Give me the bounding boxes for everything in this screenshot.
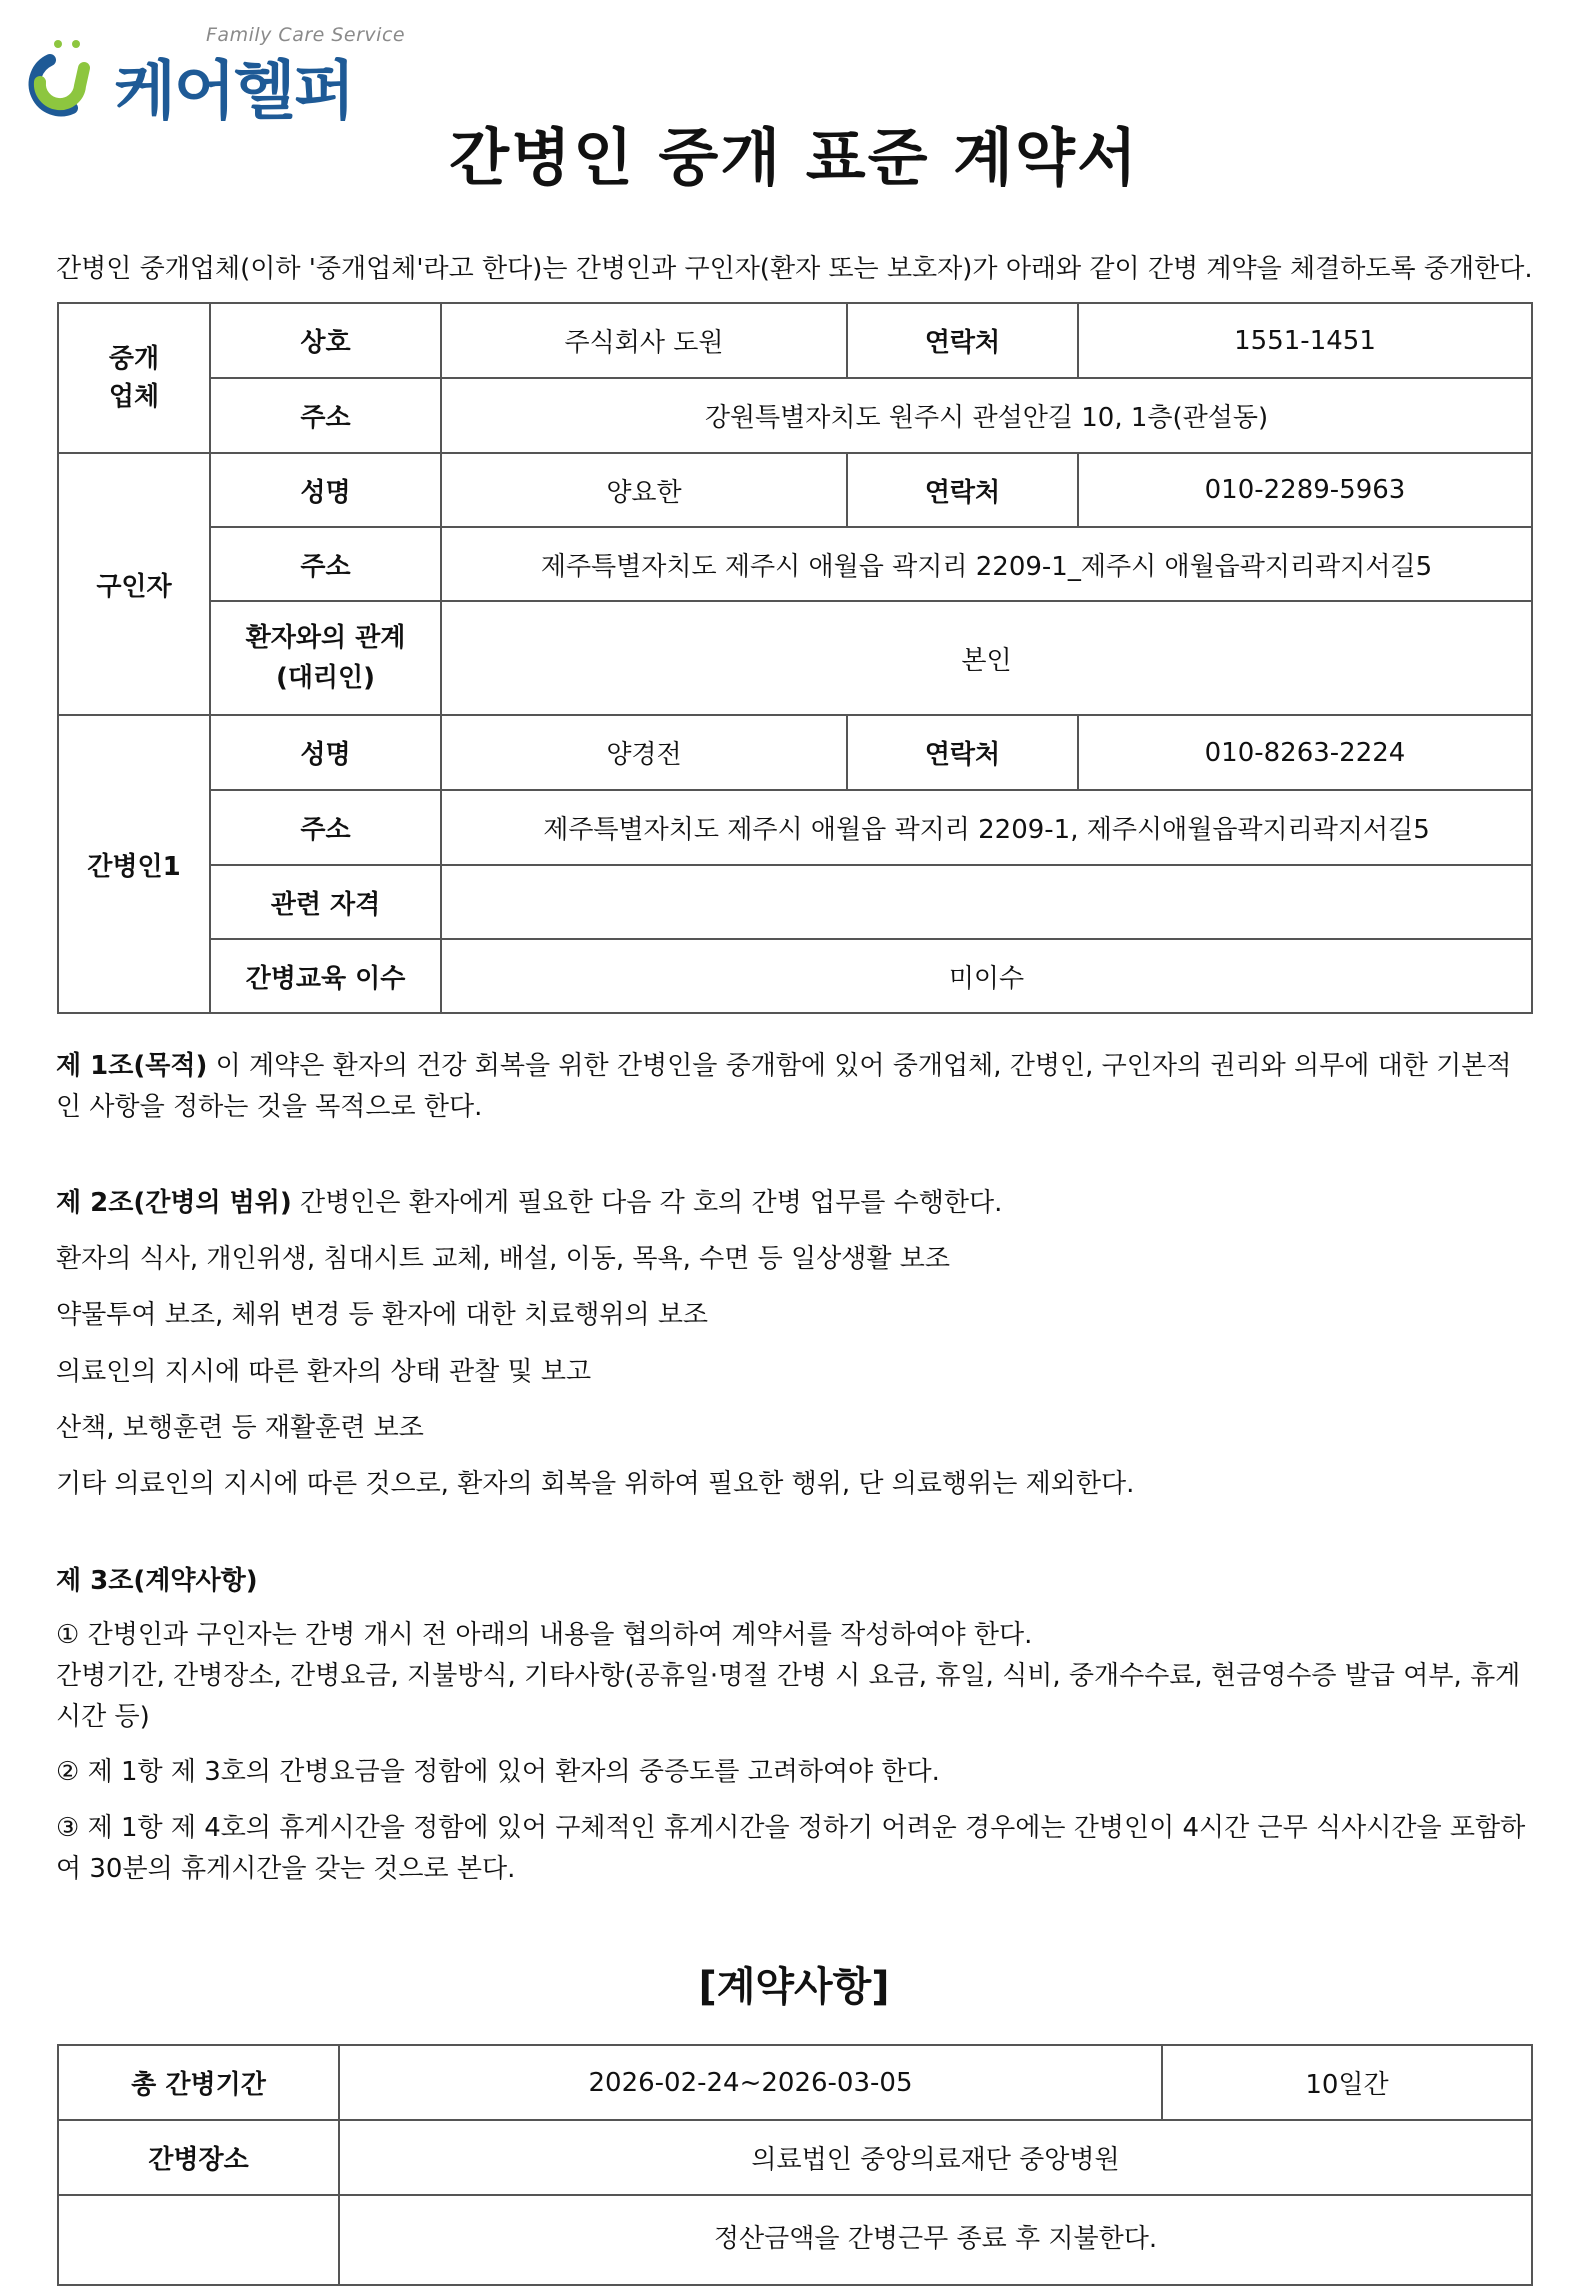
client-contact-label: 연락처: [847, 453, 1078, 527]
broker-address: 강원특별자치도 원주시 관설안길 10, 1층(관설동): [441, 378, 1532, 453]
caregiver-qualification: [441, 865, 1532, 939]
article-2-heading: 제 2조(간병의 범위): [56, 1188, 292, 1218]
article-2-body: 간병인은 환자에게 필요한 다음 각 호의 간병 업무를 수행한다.: [291, 1188, 1003, 1218]
table-row: [58, 601, 1532, 715]
client-relation-label: 환자와의 관계 (대리인): [210, 601, 441, 715]
table-row: [58, 303, 1532, 378]
document-title: 간병인 중개 표준 계약서: [449, 121, 1139, 194]
table-row: [58, 2045, 1532, 2120]
period-label: 총 간병기간: [58, 2045, 339, 2120]
place-label: 간병장소: [58, 2120, 339, 2195]
list-item: 약물투여 보조, 체위 변경 등 환자에 대한 치료행위의 보조: [56, 1300, 709, 1330]
list-item: 환자의 식사, 개인위생, 침대시트 교체, 배설, 이동, 목욕, 수면 등 일상생활 보조: [56, 1244, 950, 1274]
period-days: 10일간: [1162, 2045, 1532, 2120]
article-3-clause-3: ③ 제 1항 제 4호의 휴게시간을 정함에 있어 구체적인 휴게시간을 정하기 어려운 경우에는 간병인이 4시간 근무 식사시간을 포함하여 30분의 휴게시간을 갖는 것으로 본다.: [56, 1813, 1526, 1884]
list-item: 기타 의료인의 지시에 따른 것으로, 환자의 회복을 위하여 필요한 행위, 단 의료행위는 제외한다.: [56, 1469, 1135, 1499]
broker-address-label: 주소: [210, 378, 441, 453]
caregiver-contact: 010-8263-2224: [1078, 715, 1532, 790]
client-group-label: 구인자: [58, 453, 210, 715]
caregiver-address-label: 주소: [210, 790, 441, 865]
intro-paragraph: 간병인 중개업체(이하 '중개업체'라고 한다)는 간병인과 구인자(환자 또는 보호자)가 아래와 같이 간병 계약을 체결하도록 중개한다.: [56, 254, 1533, 284]
table-row: [58, 939, 1532, 1013]
article-3-heading-text: 제 3조(계약사항): [56, 1566, 258, 1596]
payment-label-cell: [58, 2195, 339, 2285]
caregiver-name-label: 성명: [210, 715, 441, 790]
article-2: [56, 1183, 1536, 1224]
logo-tagline: Family Care Service: [206, 24, 406, 46]
caregiver-contact-label: 연락처: [847, 715, 1078, 790]
client-contact: 010-2289-5963: [1078, 453, 1532, 527]
table-row: [58, 527, 1532, 601]
logo-name: 케어헬퍼: [114, 55, 354, 129]
broker-contact-label: 연락처: [847, 303, 1078, 378]
table-row: [58, 453, 1532, 527]
period-value: 2026-02-24~2026-03-05: [339, 2045, 1162, 2120]
client-address-label: 주소: [210, 527, 441, 601]
table-row: [58, 865, 1532, 939]
contract-section-title: [계약사항]: [698, 1964, 890, 2010]
broker-company: 주식회사 도원: [441, 303, 847, 378]
place-value: 의료법인 중앙의료재단 중앙병원: [339, 2120, 1532, 2195]
table-row: [58, 2195, 1532, 2285]
article-3-clause-2: ② 제 1항 제 3호의 간병요금을 정함에 있어 환자의 중증도를 고려하여야 한다.: [56, 1757, 940, 1787]
table-row: [58, 790, 1532, 865]
client-name-label: 성명: [210, 453, 441, 527]
broker-group-label: 중개 업체: [58, 303, 210, 453]
table-row: [58, 715, 1532, 790]
broker-company-label: 상호: [210, 303, 441, 378]
parties-table: [57, 302, 1533, 1014]
article-1: [56, 1046, 1536, 1128]
caregiver-name: 양경전: [441, 715, 847, 790]
article-1-heading: 제 1조(목적): [56, 1051, 208, 1081]
caregiver-qualification-label: 관련 자격: [210, 865, 441, 939]
contract-table: [57, 2044, 1533, 2286]
caregiver-address: 제주특별자치도 제주시 애월읍 곽지리 2209-1, 제주시애월읍곽지리곽지서길5: [441, 790, 1532, 865]
broker-contact: 1551-1451: [1078, 303, 1532, 378]
caregiver-education: 미이수: [441, 939, 1532, 1013]
table-row: [58, 378, 1532, 453]
table-row: [58, 2120, 1532, 2195]
list-item: 산책, 보행훈련 등 재활훈련 보조: [56, 1413, 424, 1443]
list-item: 의료인의 지시에 따른 환자의 상태 관찰 및 보고: [56, 1357, 592, 1387]
article-3-clause-1: ① 간병인과 구인자는 간병 개시 전 아래의 내용을 협의하여 계약서를 작성하여야 한다.: [56, 1620, 1033, 1650]
client-relation: 본인: [441, 601, 1532, 715]
article-3-clause-1-detail: 간병기간, 간병장소, 간병요금, 지불방식, 기타사항(공휴일·명절 간병 시 요금, 휴일, 식비, 중개수수료, 현금영수증 발급 여부, 휴게시간 등): [56, 1661, 1521, 1732]
caregiver-group-label: 간병인1: [58, 715, 210, 1013]
client-name: 양요한: [441, 453, 847, 527]
article-3-heading: [56, 1561, 1536, 1602]
payment-note: 정산금액을 간병근무 종료 후 지불한다.: [339, 2195, 1532, 2285]
client-address: 제주특별자치도 제주시 애월읍 곽지리 2209-1_제주시 애월읍곽지리곽지서길5: [441, 527, 1532, 601]
article-1-body: 이 계약은 환자의 건강 회복을 위한 간병인을 중개함에 있어 중개업체, 간병인, 구인자의 권리와 의무에 대한 기본적인 사항을 정하는 것을 목적으로 한다.: [56, 1051, 1512, 1122]
caregiver-education-label: 간병교육 이수: [210, 939, 441, 1013]
